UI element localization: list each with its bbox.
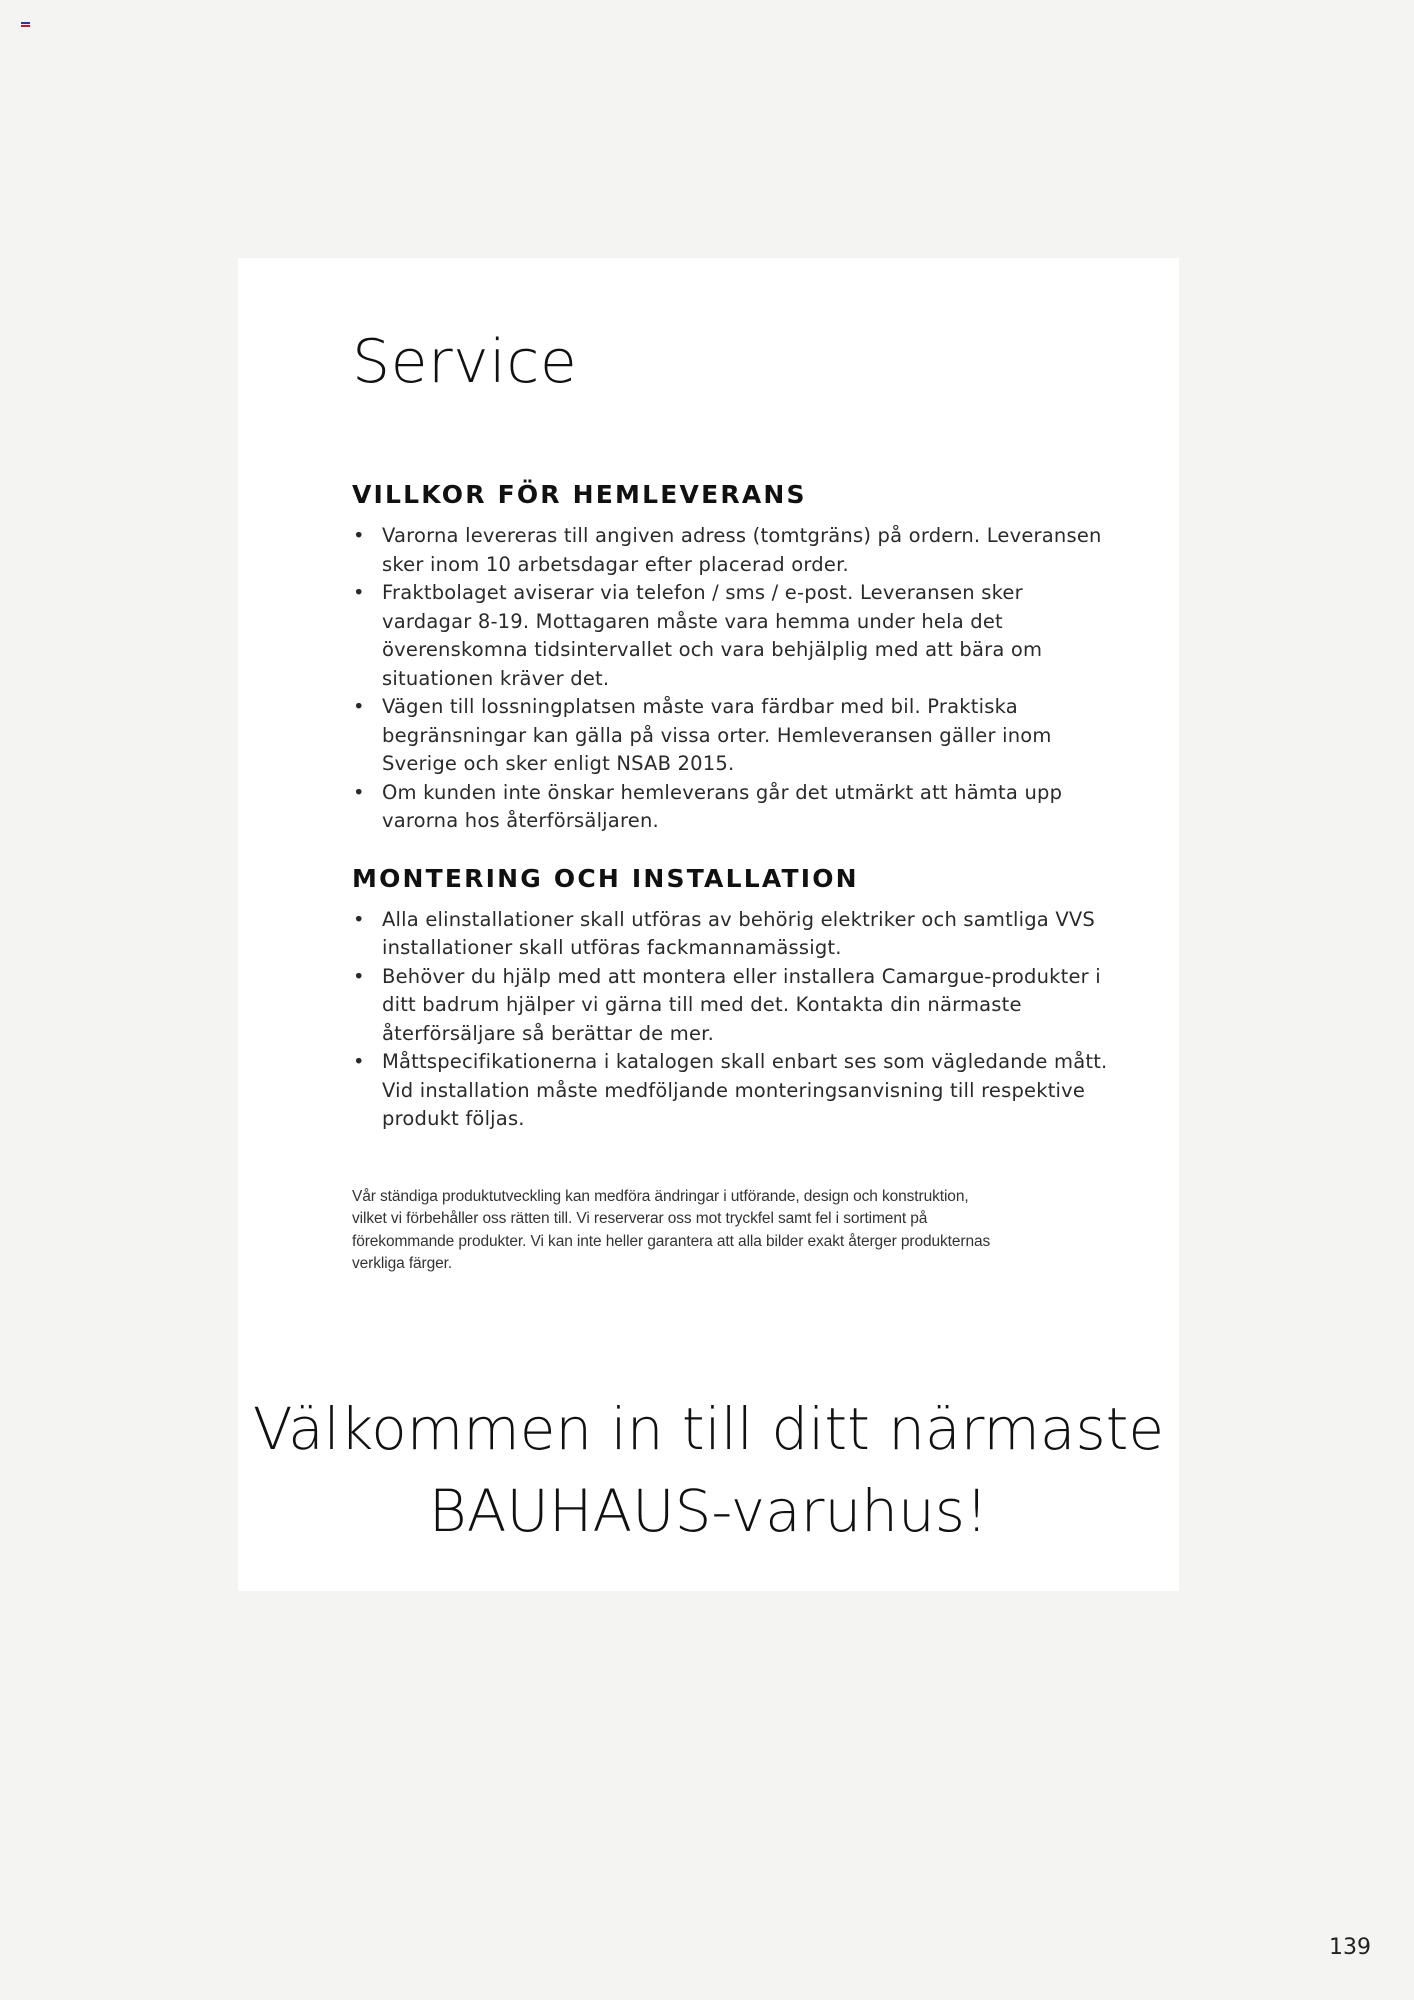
page-title: Service xyxy=(352,327,578,397)
hemleverans-list xyxy=(352,522,1112,836)
list-item: • Vägen till lossningplatsen måste vara färdbar med bil. Praktiska begränsningar kan gälla på vissa orter. Hemleveransen gäller inom Sverige och sker enligt NSAB 2015. xyxy=(352,693,1112,779)
list-item: • Om kunden inte önskar hemleverans går det utmärkt att hämta upp varorna hos återförsäljaren. xyxy=(352,779,1112,836)
disclaimer-text: Vår ständiga produktutveckling kan medföra ändringar i utförande, design och konstruktion, vilket vi förbehåller oss rätten till. Vi reserverar oss mot tryckfel samt fel i sortiment på förekommande produkter. Vi kan inte heller garantera att alla bilder exakt återger produkternas verkliga färger. xyxy=(352,1187,991,1272)
section-heading-hemleverans: VILLKOR FÖR HEMLEVERANS xyxy=(352,480,807,509)
list-item: • Varorna levereras till angiven adress (tomtgräns) på ordern. Leveransen sker inom 10 arbetsdagar efter placerad order. xyxy=(352,522,1112,579)
montering-list xyxy=(352,906,1112,1134)
list-item: • Måttspecifikationerna i katalogen skall enbart ses som vägledande mått. Vid installation måste medföljande monteringsanvisning till respektive produkt följas. xyxy=(352,1048,1112,1134)
section-heading-montering: MONTERING OCH INSTALLATION xyxy=(352,863,859,893)
list-item: • Alla elinstallationer skall utföras av behörig elektriker och samtliga VVS installationer skall utföras fackmannamässigt. xyxy=(352,906,1112,963)
list-item: • Behöver du hjälp med att montera eller installera Camargue-produkter i ditt badrum hjälper vi gärna till med det. Kontakta din närmaste återförsäljare så berättar de mer. xyxy=(352,963,1112,1049)
welcome-message xyxy=(238,1388,1179,1552)
page-number: 139 xyxy=(1329,1935,1371,1960)
service-panel xyxy=(238,258,1179,1591)
flag-stripe-red xyxy=(21,25,30,27)
welcome-line-2: BAUHAUS-varuhus! xyxy=(428,1477,989,1545)
welcome-line-1: Välkommen in till ditt närmaste xyxy=(252,1395,1165,1463)
flag-stripe-blue xyxy=(21,22,30,24)
flag-icon xyxy=(21,22,30,29)
list-item: • Fraktbolaget aviserar via telefon / sms / e-post. Leveransen sker vardagar 8-19. Mottagaren måste vara hemma under hela det överenskomna tidsintervallet och vara behjälplig med att bära om situationen kräver det. xyxy=(352,579,1112,693)
service-content xyxy=(352,326,1112,1276)
